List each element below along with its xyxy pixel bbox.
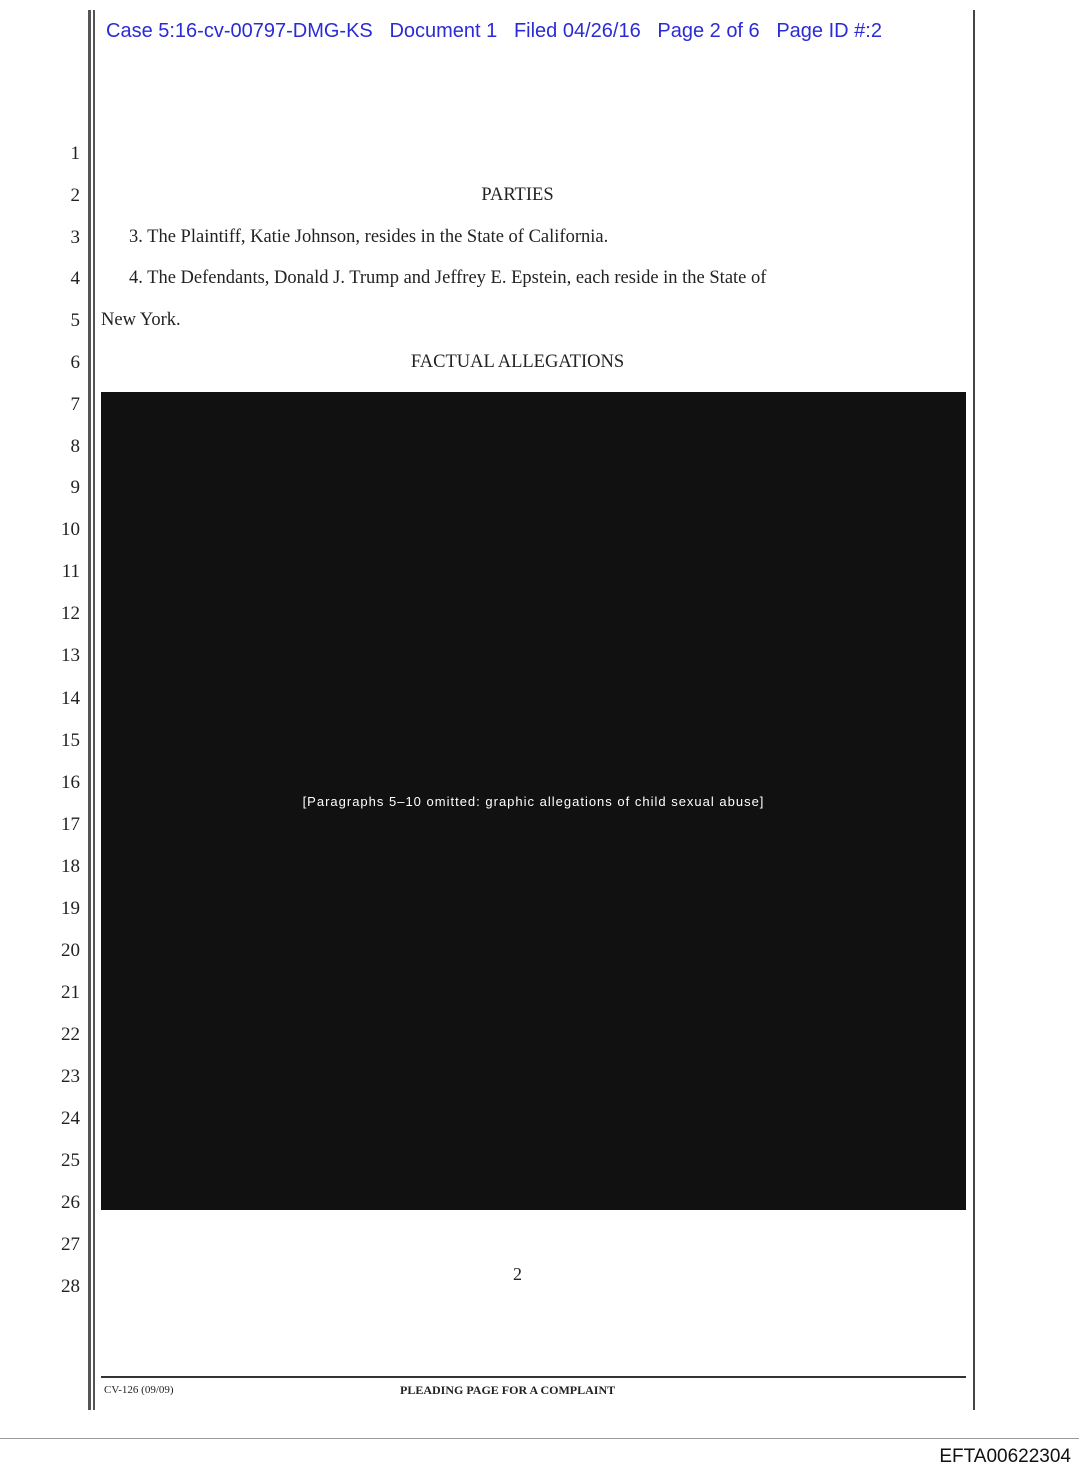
line-number: 16	[61, 772, 80, 793]
line-number: 6	[70, 352, 80, 373]
line-number: 21	[61, 982, 80, 1003]
left-margin-rule-inner	[93, 10, 95, 1410]
line-number: 23	[61, 1066, 80, 1087]
bates-number: EFTA00622304	[939, 1446, 1071, 1467]
page-bottom-rule	[0, 1438, 1079, 1439]
line-number: 9	[70, 477, 80, 498]
left-margin-rule	[88, 10, 91, 1410]
line-number: 4	[70, 268, 80, 289]
section-heading-parties: PARTIES	[481, 185, 554, 205]
line-number: 18	[61, 856, 80, 877]
line-number: 11	[61, 561, 80, 582]
line-number: 25	[61, 1150, 80, 1171]
line-number: 12	[61, 603, 80, 624]
line-number: 17	[61, 814, 80, 835]
line-number: 28	[61, 1276, 80, 1297]
page-number: 2	[513, 1264, 522, 1284]
line-number: 7	[70, 394, 80, 415]
line-number: 2	[70, 185, 80, 206]
redacted-content-block: [Paragraphs 5–10 omitted: graphic allegations of child sexual abuse]	[101, 392, 966, 1210]
line-number: 1	[70, 143, 80, 164]
line-number: 15	[61, 730, 80, 751]
paragraph-4-line-1: 4. The Defendants, Donald J. Trump and Jeffrey E. Epstein, each reside in the State of	[129, 268, 767, 288]
line-number: 10	[61, 519, 80, 540]
line-number: 26	[61, 1192, 80, 1213]
line-number: 5	[70, 310, 80, 331]
section-heading-factual-allegations: FACTUAL ALLEGATIONS	[410, 352, 625, 372]
footer-rule	[101, 1376, 966, 1378]
paragraph-3: 3. The Plaintiff, Katie Johnson, resides in the State of California.	[129, 227, 609, 247]
line-number: 22	[61, 1024, 80, 1045]
line-number: 20	[61, 940, 80, 961]
footer-form-number: CV-126 (09/09)	[104, 1384, 174, 1396]
line-number: 13	[61, 645, 80, 666]
line-number: 14	[61, 688, 80, 709]
paragraph-4-line-2: New York.	[101, 310, 181, 330]
footer-title: PLEADING PAGE FOR A COMPLAINT	[400, 1383, 616, 1397]
line-number: 27	[61, 1234, 80, 1255]
right-margin-rule	[973, 10, 975, 1410]
line-number: 3	[70, 227, 80, 248]
line-number: 19	[61, 898, 80, 919]
line-number: 24	[61, 1108, 80, 1129]
ecf-header-stamp: Case 5:16-cv-00797-DMG-KS Document 1 Filed 04/26/16 Page 2 of 6 Page ID #:2	[106, 20, 882, 42]
line-number: 8	[70, 436, 80, 457]
